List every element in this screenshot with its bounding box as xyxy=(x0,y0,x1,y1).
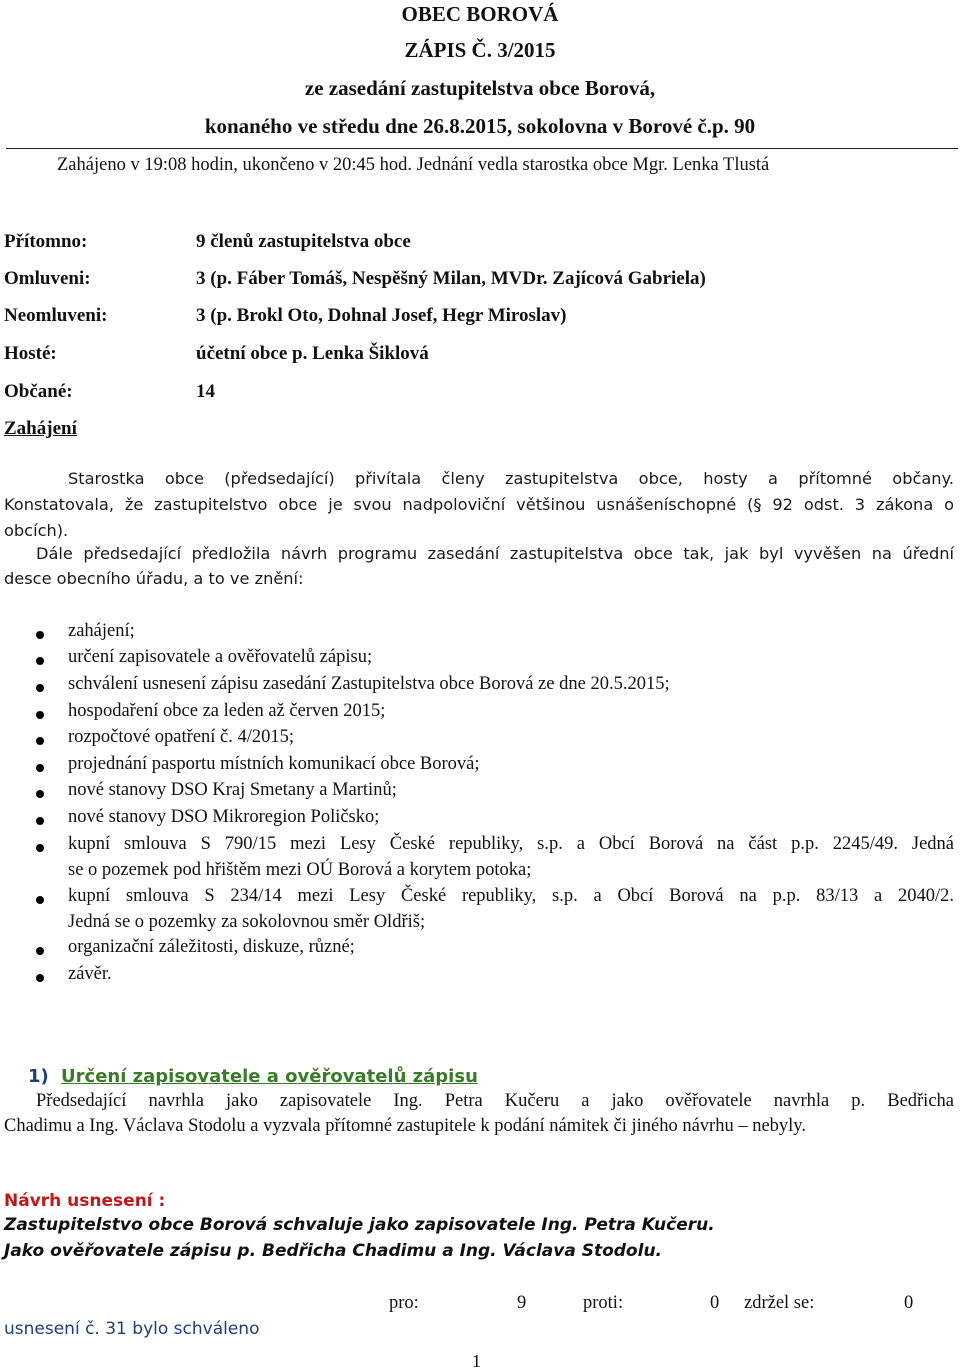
resolution-heading: Návrh usnesení : xyxy=(4,1191,166,1211)
bullet-icon xyxy=(36,896,44,904)
vote-for-value: 9 xyxy=(517,1293,527,1313)
opening-para2-line2: desce obecního úřadu, a to ve znění: xyxy=(4,569,304,588)
section-number: 1) xyxy=(28,1066,49,1087)
citizens-label: Občané: xyxy=(4,381,73,402)
resolution-line2: Jako ověřovatele zápisu p. Bedřicha Chadimu a Ing. Václava Stodolu. xyxy=(4,1241,663,1261)
excused-value: 3 (p. Fáber Tomáš, Nespěšný Milan, MVDr. Zajícová Gabriela) xyxy=(196,268,706,289)
list-item: kupní smlouva S 234/14 mezi Lesy České republiky, s.p. a Obcí Borová na p.p. 83/13 a 2040/2. xyxy=(68,886,954,906)
resolution-approved: usnesení č. 31 bylo schváleno xyxy=(4,1319,260,1339)
meeting-date-place: konaného ve středu dne 26.8.2015, sokolovna v Borové č.p. 90 xyxy=(204,114,756,138)
opening-para1-line3: obcích). xyxy=(4,521,69,540)
bullet-icon xyxy=(36,947,44,955)
vote-against-label: proti: xyxy=(583,1293,624,1313)
bullet-icon xyxy=(36,684,44,692)
bullet-icon xyxy=(36,631,44,639)
list-item: nové stanovy DSO Kraj Smetany a Martinů; xyxy=(68,780,397,800)
list-item-continuation: se o pozemek pod hřištěm mezi OÚ Borová a korytem potoka; xyxy=(68,860,532,880)
bullet-icon xyxy=(36,844,44,852)
minutes-title: ZÁPIS Č. 3/2015 xyxy=(404,38,556,62)
list-item: schválení usnesení zápisu zasedání Zastupitelstva obce Borová ze dne 20.5.2015; xyxy=(68,674,670,694)
guests-label: Hosté: xyxy=(4,343,57,364)
section-text-line1: Předsedající navrhla jako zapisovatele Ing. Petra Kučeru a jako ověřovatele navrhla p. Bedřicha xyxy=(36,1091,954,1111)
list-item: zahájení; xyxy=(68,621,135,641)
guests-value: účetní obce p. Lenka Šiklová xyxy=(196,343,429,364)
list-item: rozpočtové opatření č. 4/2015; xyxy=(68,727,295,747)
municipality-name: OBEC BOROVÁ xyxy=(401,2,559,26)
vote-abstain-value: 0 xyxy=(904,1293,914,1313)
bullet-icon xyxy=(36,817,44,825)
section-title: Určení zapisovatele a ověřovatelů zápisu xyxy=(61,1066,478,1087)
section-heading xyxy=(28,1066,478,1087)
present-label: Přítomno: xyxy=(4,231,88,252)
present-value: 9 členů zastupitelstva obce xyxy=(196,231,411,252)
meeting-subtitle: ze zasedání zastupitelstva obce Borová, xyxy=(304,76,656,100)
bullet-icon xyxy=(36,737,44,745)
page-number: 1 xyxy=(472,1351,481,1371)
list-item: nové stanovy DSO Mikroregion Poličsko; xyxy=(68,807,380,827)
unexcused-value: 3 (p. Brokl Oto, Dohnal Josef, Hegr Miroslav) xyxy=(196,305,567,326)
meeting-times: Zahájeno v 19:08 hodin, ukončeno v 20:45 hod. Jednání vedla starostka obce Mgr. Lenka Tlustá xyxy=(57,155,770,175)
bullet-icon xyxy=(36,790,44,798)
bullet-icon xyxy=(36,711,44,719)
section-text-line2: Chadimu a Ing. Václava Stodolu a vyzvala přítomné zastupitele k podání námitek či jiného návrhu – nebyly. xyxy=(4,1116,806,1136)
bullet-icon xyxy=(36,764,44,772)
citizens-value: 14 xyxy=(196,381,215,402)
bullet-icon xyxy=(36,657,44,665)
list-item: kupní smlouva S 790/15 mezi Lesy České republiky, s.p. a Obcí Borová na část p.p. 2245/49. Jedná xyxy=(68,834,954,854)
vote-abstain-label: zdržel se: xyxy=(744,1293,815,1313)
header-divider xyxy=(6,148,958,149)
list-item: závěr. xyxy=(68,964,112,984)
opening-heading: Zahájení xyxy=(4,418,77,439)
list-item: hospodaření obce za leden až červen 2015; xyxy=(68,701,386,721)
list-item: projednání pasportu místních komunikací obce Borová; xyxy=(68,754,480,774)
resolution-line1: Zastupitelstvo obce Borová schvaluje jako zapisovatele Ing. Petra Kučeru. xyxy=(4,1215,715,1235)
vote-for-label: pro: xyxy=(389,1293,419,1313)
opening-para2-line1: Dále předsedající předložila návrh programu zasedání zastupitelstva obce tak, jak byl vyvěšen na úřední xyxy=(36,544,954,563)
opening-para1-line2: Konstatovala, že zastupitelstvo obce je svou nadpoloviční většinou usnášeníschopné (§ 92 odst. 3 zákona o xyxy=(4,495,954,514)
list-item: organizační záležitosti, diskuze, různé; xyxy=(68,937,355,957)
excused-label: Omluveni: xyxy=(4,268,91,289)
vote-against-value: 0 xyxy=(710,1293,720,1313)
opening-para1-line1: Starostka obce (předsedající) přivítala členy zastupitelstva obce, hosty a přítomné občany. xyxy=(68,469,954,488)
list-item-continuation: Jedná se o pozemky za sokolovnou směr Oldřiš; xyxy=(68,912,426,932)
list-item: určení zapisovatele a ověřovatelů zápisu; xyxy=(68,647,373,667)
unexcused-label: Neomluveni: xyxy=(4,305,108,326)
bullet-icon xyxy=(36,974,44,982)
